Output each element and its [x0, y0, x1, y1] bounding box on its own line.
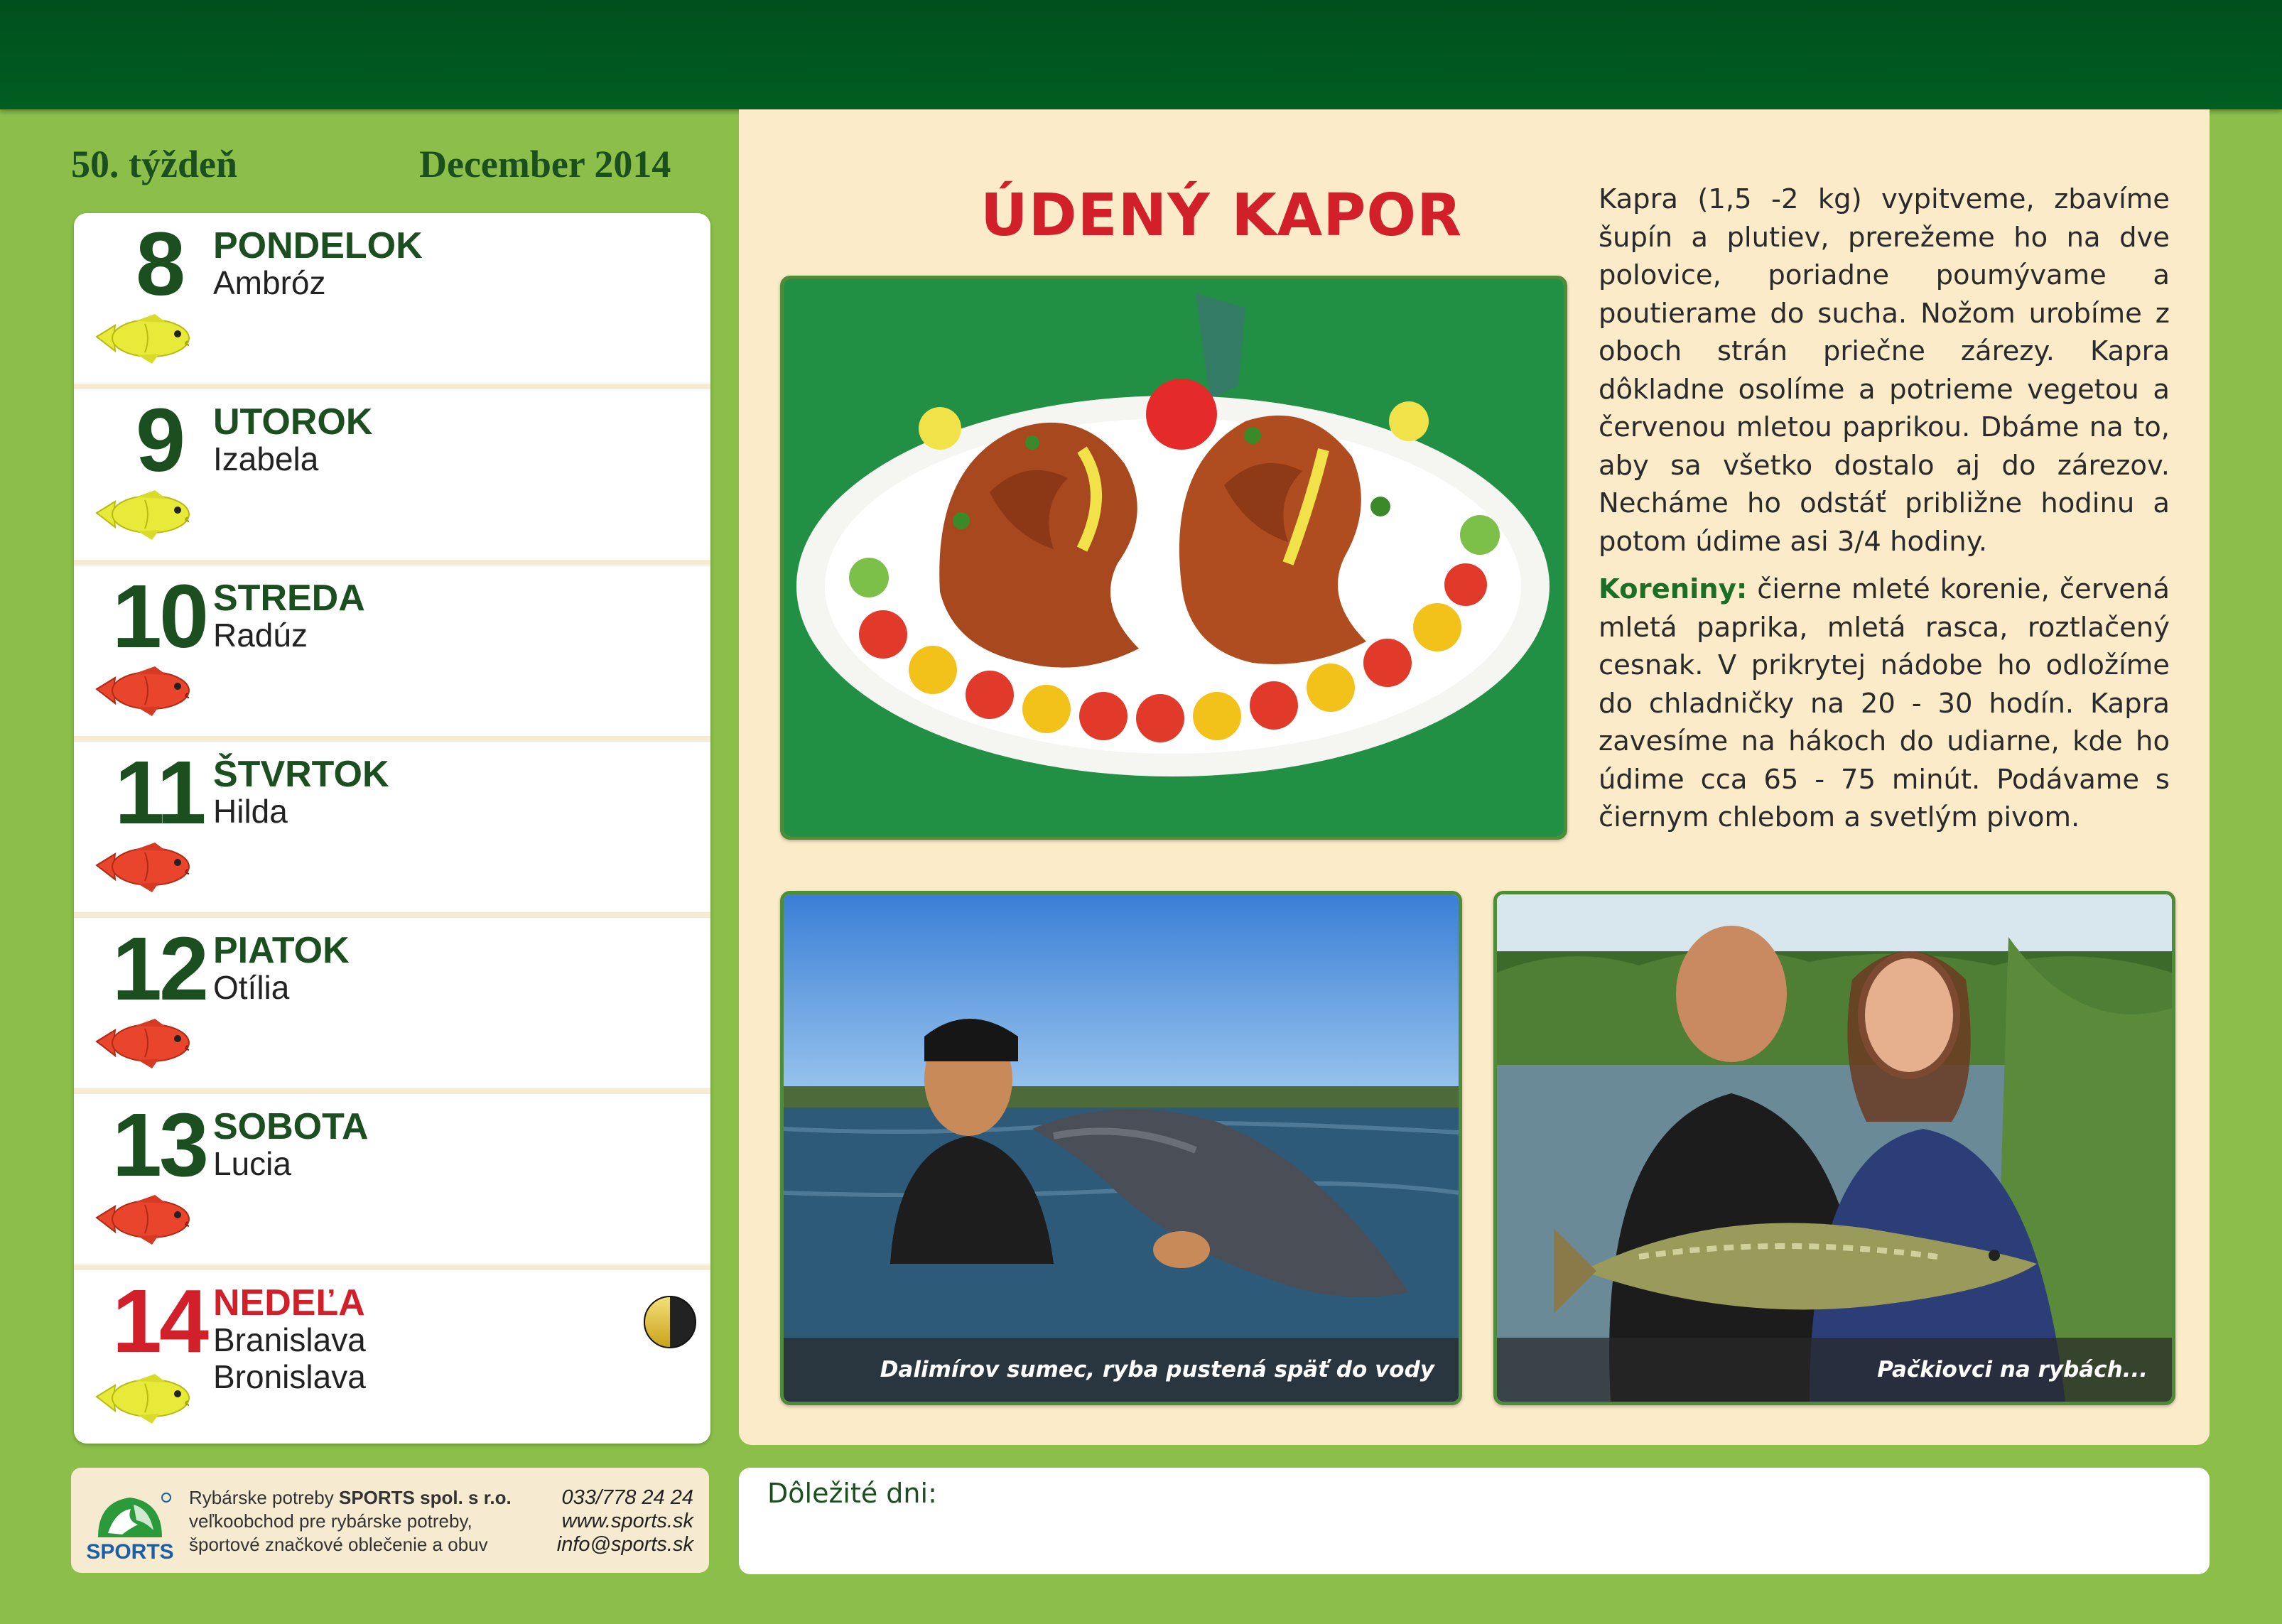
day-name: SOBOTA [213, 1106, 369, 1147]
recipe-paragraph-2 [1599, 570, 2170, 837]
name-day: Ambróz [213, 264, 326, 301]
day-separator [74, 1265, 710, 1270]
sports-logo-icon [84, 1488, 176, 1566]
smoked-carp-image [784, 279, 1564, 836]
recipe-text [1599, 180, 2170, 847]
recipe-title: ÚDENÝ KAPOR [980, 182, 1463, 249]
sponsor-company-name: SPORTS spol. s r.o. [338, 1487, 512, 1508]
sponsor-contact [557, 1486, 693, 1557]
name-day: Izabela [213, 440, 319, 477]
day-row-tuesday [74, 389, 710, 560]
name-day: Lucia [213, 1145, 291, 1182]
pike-caption: Pačkiovci na rybách... [1497, 1338, 2172, 1402]
sponsor-box [71, 1468, 709, 1573]
name-day: Radúz [213, 617, 308, 654]
sponsor-line-1 [189, 1486, 512, 1510]
sponsor-phone: 033/778 24 24 [561, 1486, 693, 1509]
day-number: 10 [112, 566, 207, 666]
day-row-sunday [74, 1270, 710, 1441]
sports-logo-text: SPORTS [86, 1540, 174, 1564]
pike-photo [1493, 891, 2175, 1405]
day-separator [74, 736, 710, 742]
day-number: 14 [112, 1271, 207, 1371]
day-name: PIATOK [213, 930, 350, 971]
yellow-fish-icon [95, 310, 198, 367]
sponsor-description [189, 1486, 512, 1557]
day-name: STREDA [213, 578, 365, 619]
red-fish-icon [95, 1014, 198, 1071]
day-row-thursday [74, 742, 710, 912]
day-name: NEDEĽA [213, 1282, 365, 1323]
day-row-wednesday [74, 565, 710, 736]
yellow-fish-icon [95, 486, 198, 543]
name-day: Otília [213, 969, 290, 1006]
important-days-box[interactable] [739, 1468, 2210, 1574]
day-name: PONDELOK [213, 225, 423, 266]
sponsor-website-link[interactable]: www.sports.sk [561, 1510, 693, 1532]
smoked-carp-photo [780, 276, 1567, 840]
sponsor-line-3: športové značkové oblečenie a obuv [189, 1534, 488, 1555]
recipe-paragraph-1: Kapra (1,5 -2 kg) vypitveme, zbavíme šupín a plutiev, prerežeme ho na dve polovice, poriadne poumývame a poutierame do sucha. Nožom urobíme z oboch strán priečne zárezy. Kapra dôkladne osolíme a potrieme vegetou a červenou mletou paprikou. Dbáme na to, aby sa všetko dostalo aj do zárezov. Necháme ho odstáť približne hodinu a potom údime asi 3/4 hodiny. [1599, 183, 2170, 558]
day-separator [74, 912, 710, 918]
day-number: 9 [135, 390, 183, 490]
day-number: 12 [112, 919, 207, 1019]
days-card [74, 213, 710, 1444]
catfish-photo [780, 891, 1462, 1405]
sponsor-line-2: veľkoobchod pre rybárske potreby, [189, 1510, 472, 1532]
name-day: Branislava Bronislava [213, 1321, 366, 1395]
day-separator [74, 560, 710, 565]
red-fish-icon [95, 662, 198, 719]
day-separator [74, 1088, 710, 1094]
day-row-monday [74, 213, 710, 384]
top-banner [0, 0, 2282, 109]
day-name: ŠTVRTOK [213, 754, 389, 795]
spices-label: Koreniny: [1599, 573, 1748, 605]
week-label: 50. týždeň [71, 143, 237, 185]
catfish-caption: Dalimírov sumec, ryba pustená späť do vody [784, 1338, 1459, 1402]
catfish-image [784, 894, 1459, 1402]
day-number: 13 [112, 1095, 207, 1195]
last-quarter-moon-icon [642, 1294, 698, 1350]
yellow-fish-icon [95, 1370, 198, 1427]
sponsor-email-link[interactable]: info@sports.sk [556, 1533, 693, 1556]
day-name: UTOROK [213, 401, 373, 443]
pike-image [1497, 894, 2172, 1402]
red-fish-icon [95, 1191, 198, 1247]
spices-text: čierne mleté korenie, červená mletá paprika, mletá rasca, roztlačený cesnak. V prikrytej nádobe ho odložíme do chladničky na 20 - 30 hodín. Kapra zavesíme na hákoch do udiarne, kde ho údime cca 65 - 75 minút. Podávame s čiernym chlebom a svetlým pivom. [1599, 573, 2170, 833]
month-label: December 2014 [419, 143, 671, 185]
day-separator [74, 384, 710, 389]
name-day: Hilda [213, 793, 288, 830]
day-row-saturday [74, 1094, 710, 1265]
important-days-label: Dôležité dni: [767, 1478, 937, 1509]
day-number: 8 [135, 214, 183, 314]
red-fish-icon [95, 838, 198, 895]
sponsor-line-1-prefix: Rybárske potreby [189, 1487, 339, 1508]
day-number: 11 [114, 742, 204, 843]
day-row-friday [74, 918, 710, 1088]
